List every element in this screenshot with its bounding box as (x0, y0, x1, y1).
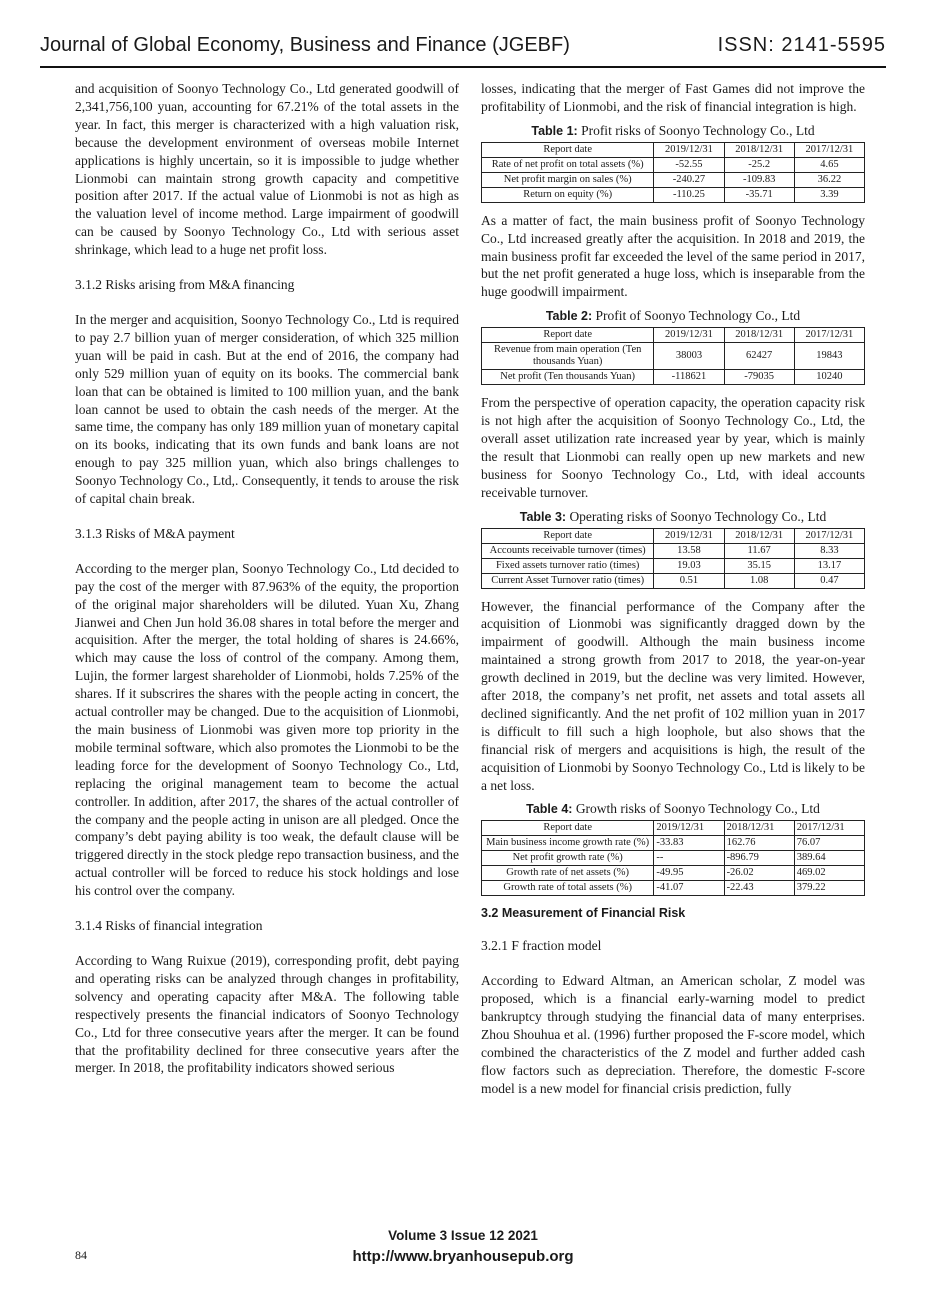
table-cell: 76.07 (794, 836, 864, 851)
section-heading: 3.1.4 Risks of financial integration (75, 918, 263, 934)
table-header-cell: Report date (482, 528, 654, 543)
table-header-cell: Report date (482, 142, 654, 157)
table-3 (481, 528, 865, 589)
table-header-cell: 2018/12/31 (724, 528, 794, 543)
table-cell: 1.08 (724, 573, 794, 588)
table-cell: 13.17 (794, 558, 864, 573)
paragraph: and acquisition of Soonyo Technology Co., Ltd generated goodwill of 2,341,756,100 yuan, accounting for 67.21% of the total assets in the year. In fact, this merger is characterized with a high valuation risk, because the development environment of overseas mobile Internet applications is highly uncertain, so it is impossible to judge whether Lionmobi can maintain strong growth capacity and competitive position after 2017. If the actual value of Lionmobi is not as high as the valuation level of income method. Large impairment of goodwill can be caused by Soonyo Technology Co., Ltd with serious asset shrinkage, which lead to a huge net profit loss. (75, 81, 459, 258)
table-header-row (482, 142, 865, 157)
table-label: Table 1: (531, 123, 578, 138)
section-heading: 3.1.3 Risks of M&A payment (75, 525, 235, 541)
table-cell: -79035 (724, 370, 794, 385)
table-cell: Rate of net profit on total assets (%) (482, 157, 654, 172)
table-cell: 19.03 (654, 558, 724, 573)
table-header-row (482, 328, 865, 343)
table-caption (481, 122, 865, 141)
table-4 (481, 820, 865, 896)
table-cell: 162.76 (724, 836, 794, 851)
table-cell: 13.58 (654, 543, 724, 558)
table-cell: 0.51 (654, 573, 724, 588)
volume-info: Volume 3 Issue 12 2021 (388, 1228, 538, 1243)
table-caption (481, 307, 865, 326)
table-header-cell: 2018/12/31 (724, 142, 794, 157)
table-row (482, 573, 865, 588)
table-2 (481, 327, 865, 385)
table-cell: 62427 (724, 343, 794, 370)
table-label: Table 4: (526, 802, 573, 817)
table-cell: 389.64 (794, 851, 864, 866)
paragraph: According to the merger plan, Soonyo Technology Co., Ltd decided to pay the cost of the merger with 87.963% of the equity, the proportion of the original major shareholders will be diluted. Yuan Xu, Zhang Jianwei and Chen Jun hold 36.08 shares in total before the merger and acquisition. After the merger, the total holding of shares is 24.66%, which may cause the loss of control of the company. Among them, Lujin, the former largest shareholder of Lionmobi, holds 7.25% of the shares. If it subscrires the shares with the people acting in concert, the actual controller may be changed. Due to the acquisition of Lionmobi, the main business of Lionmobi was given more top priority in the mobile terminal software, which also promotes the Lionmobi to be the leading force for the development of Soonyo Technology Co., Ltd, replacing the original management team to become the actual controller. In addition, after 2017, the shares of the actual controller of the company and the people acting in unison are all pledged. Once the company’s debt paying ability is too weak, the default clause will be triggered directly in the stock pledge repo transaction business, and the actual controller will be forced to reduce his stock holdings and lose his control over the company. (75, 560, 459, 899)
table-header-cell: 2019/12/31 (654, 328, 724, 343)
table-header-row (482, 528, 865, 543)
publisher-url[interactable]: http://www.bryanhousepub.org (352, 1248, 574, 1265)
paragraph: However, the financial performance of the Company after the acquisition of Lionmobi was significantly dragged down by the impairment of goodwill. Although the main business income maintained a strong growth from 2017 to 2018, the year-on-year growth declined in 2019, but the decline was very limited. However, after 2018, the company’s net profit, net assets and total assets all declined significantly. And the net profit of 102 million yuan in 2017 is difficult to fill such a high loophole, but also shows that the financial risk of mergers and acquisitions is high, the result of the acquisition of Lionmobi by Soonyo Technology Co., Ltd is likely to be a net loss. (481, 598, 865, 793)
paragraph: From the perspective of operation capacity, the operation capacity risk is not high after the acquisition of Soonyo Technology Co., Ltd, the overall asset utilization rate increased year by year, which is mainly the result that Lionmobi can really open up new markets and new business for Soonyo Technology Co., Ltd, with ideal accounts receivable turnover. (481, 395, 865, 500)
table-title: Operating risks of Soonyo Technology Co., Ltd (569, 508, 827, 524)
left-column (75, 80, 459, 1094)
table-cell: 379.22 (794, 881, 864, 896)
table-cell: Growth rate of total assets (%) (482, 881, 654, 896)
table-cell: 469.02 (794, 866, 864, 881)
table-row (482, 157, 865, 172)
table-cell: Revenue from main operation (Ten thousands Yuan) (482, 343, 654, 370)
page-number: 84 (75, 1248, 87, 1262)
table-header-cell: 2019/12/31 (654, 821, 724, 836)
table-cell: -118621 (654, 370, 724, 385)
table-label: Table 2: (545, 309, 593, 324)
table-row (482, 187, 865, 202)
table-header-cell: 2019/12/31 (654, 142, 724, 157)
paragraph: As a matter of fact, the main business profit of Soonyo Technology Co., Ltd increased greatly after the acquisition. In 2018 and 2019, the main business profit far exceeded the level of the same period in 2017, but the net profit generated a huge loss, which is inseparable from the huge goodwill impairment. (481, 212, 865, 300)
table-title: Profit risks of Soonyo Technology Co., Ltd (581, 122, 815, 138)
table-header-cell: 2019/12/31 (654, 528, 724, 543)
table-cell: -109.83 (724, 172, 794, 187)
paragraph: losses, indicating that the merger of Fast Games did not improve the profitability of Lionmobi, and the risk of financial integration is high. (481, 81, 865, 114)
table-cell: -- (654, 851, 724, 866)
section-heading: 3.2.1 F fraction model (481, 938, 602, 954)
table-header-cell: 2018/12/31 (724, 821, 794, 836)
table-cell: -33.83 (654, 836, 724, 851)
issn: ISSN: 2141-5595 (717, 34, 886, 56)
table-cell: Growth rate of net assets (%) (482, 866, 654, 881)
section-heading: 3.1.2 Risks arising from M&A financing (75, 277, 295, 293)
paragraph: According to Wang Ruixue (2019), corresponding profit, debt paying and operating risks can be analyzed through changes in profitability, solvency and operating capacity after M&A. The following table respectively presents the financial indicators of Soonyo Technology Co., Ltd for three consecutive years after the merger. It can be found that the profitability declined for three consecutive years after the merger. In 2018, the profitability indicators showed serious (75, 952, 459, 1076)
table-cell: 36.22 (794, 172, 864, 187)
table-cell: Fixed assets turnover ratio (times) (482, 558, 654, 573)
table-row (482, 836, 865, 851)
journal-title: Journal of Global Economy, Business and Finance (JGEBF) (40, 34, 570, 56)
table-cell: 35.15 (724, 558, 794, 573)
table-cell: 3.39 (794, 187, 864, 202)
table-header-cell: 2017/12/31 (794, 821, 864, 836)
table-cell: Accounts receivable turnover (times) (482, 543, 654, 558)
table-1 (481, 142, 865, 203)
table-cell: 4.65 (794, 157, 864, 172)
table-row (482, 851, 865, 866)
table-row (482, 543, 865, 558)
table-cell: 11.67 (724, 543, 794, 558)
table-cell: 19843 (794, 343, 864, 370)
paragraph: According to Edward Altman, an American scholar, Z model was proposed, which is a financial early-warning model to predict bankruptcy through studying the financial data of many enterprises. Zhou Shouhua et al. (1996) further proposed the F-score model, which combined the characteristics of the Z model and further added cash flow factors such as depreciation. Therefore, the domestic F-score model is a new model for financial crisis prediction, fully (481, 973, 865, 1096)
table-cell: -52.55 (654, 157, 724, 172)
table-row (482, 343, 865, 370)
paragraph: In the merger and acquisition, Soonyo Technology Co., Ltd is required to pay 2.7 billion yuan of merger consideration, of which 325 million yuan will be paid in cash. But at the end of 2016, the company had only 529 million yuan of equity on its books. The commercial bank loan that can be obtained is limited to 100 million yuan, and the bank loan cannot be used to obtain the cash needs of the merger. At the same time, the company has only 189 million yuan of monetary capital on its books, indicating that its own funds and bank loans are not enough to pay 325 million yuan, which also brings challenges to Soonyo Technology Co., Ltd,. Consequently, it tends to arouse the risk of capital chain break. (75, 311, 459, 507)
right-column (481, 80, 865, 1115)
table-cell: -25.2 (724, 157, 794, 172)
table-cell: -26.02 (724, 866, 794, 881)
table-row (482, 866, 865, 881)
table-cell: -896.79 (724, 851, 794, 866)
table-caption (481, 800, 865, 819)
table-cell: -49.95 (654, 866, 724, 881)
table-row (482, 370, 865, 385)
table-cell: -110.25 (654, 187, 724, 202)
table-cell: -35.71 (724, 187, 794, 202)
table-cell: Current Asset Turnover ratio (times) (482, 573, 654, 588)
table-header-cell: 2017/12/31 (794, 528, 864, 543)
table-row (482, 172, 865, 187)
table-caption (481, 508, 865, 527)
table-cell: -240.27 (654, 172, 724, 187)
table-cell: 8.33 (794, 543, 864, 558)
table-label: Table 3: (519, 509, 567, 524)
table-cell: Main business income growth rate (%) (482, 836, 654, 851)
table-header-cell: 2017/12/31 (794, 328, 864, 343)
table-header-cell: Report date (482, 821, 654, 836)
table-header-cell: 2017/12/31 (794, 142, 864, 157)
table-cell: Net profit (Ten thousands Yuan) (482, 370, 654, 385)
table-row (482, 881, 865, 896)
page-header (40, 28, 886, 68)
table-cell: Net profit growth rate (%) (482, 851, 654, 866)
table-cell: -41.07 (654, 881, 724, 896)
table-title: Profit of Soonyo Technology Co., Ltd (595, 308, 801, 324)
table-header-cell: Report date (482, 328, 654, 343)
table-header-row (482, 821, 865, 836)
table-cell: 38003 (654, 343, 724, 370)
table-cell: -22.43 (724, 881, 794, 896)
table-row (482, 558, 865, 573)
section-heading: 3.2 Measurement of Financial Risk (481, 906, 686, 921)
table-cell: Return on equity (%) (482, 187, 654, 202)
table-cell: 0.47 (794, 573, 864, 588)
table-title: Growth risks of Soonyo Technology Co., Ltd (575, 801, 820, 817)
table-cell: 10240 (794, 370, 864, 385)
table-cell: Net profit margin on sales (%) (482, 172, 654, 187)
header-rule (40, 66, 886, 68)
table-header-cell: 2018/12/31 (724, 328, 794, 343)
